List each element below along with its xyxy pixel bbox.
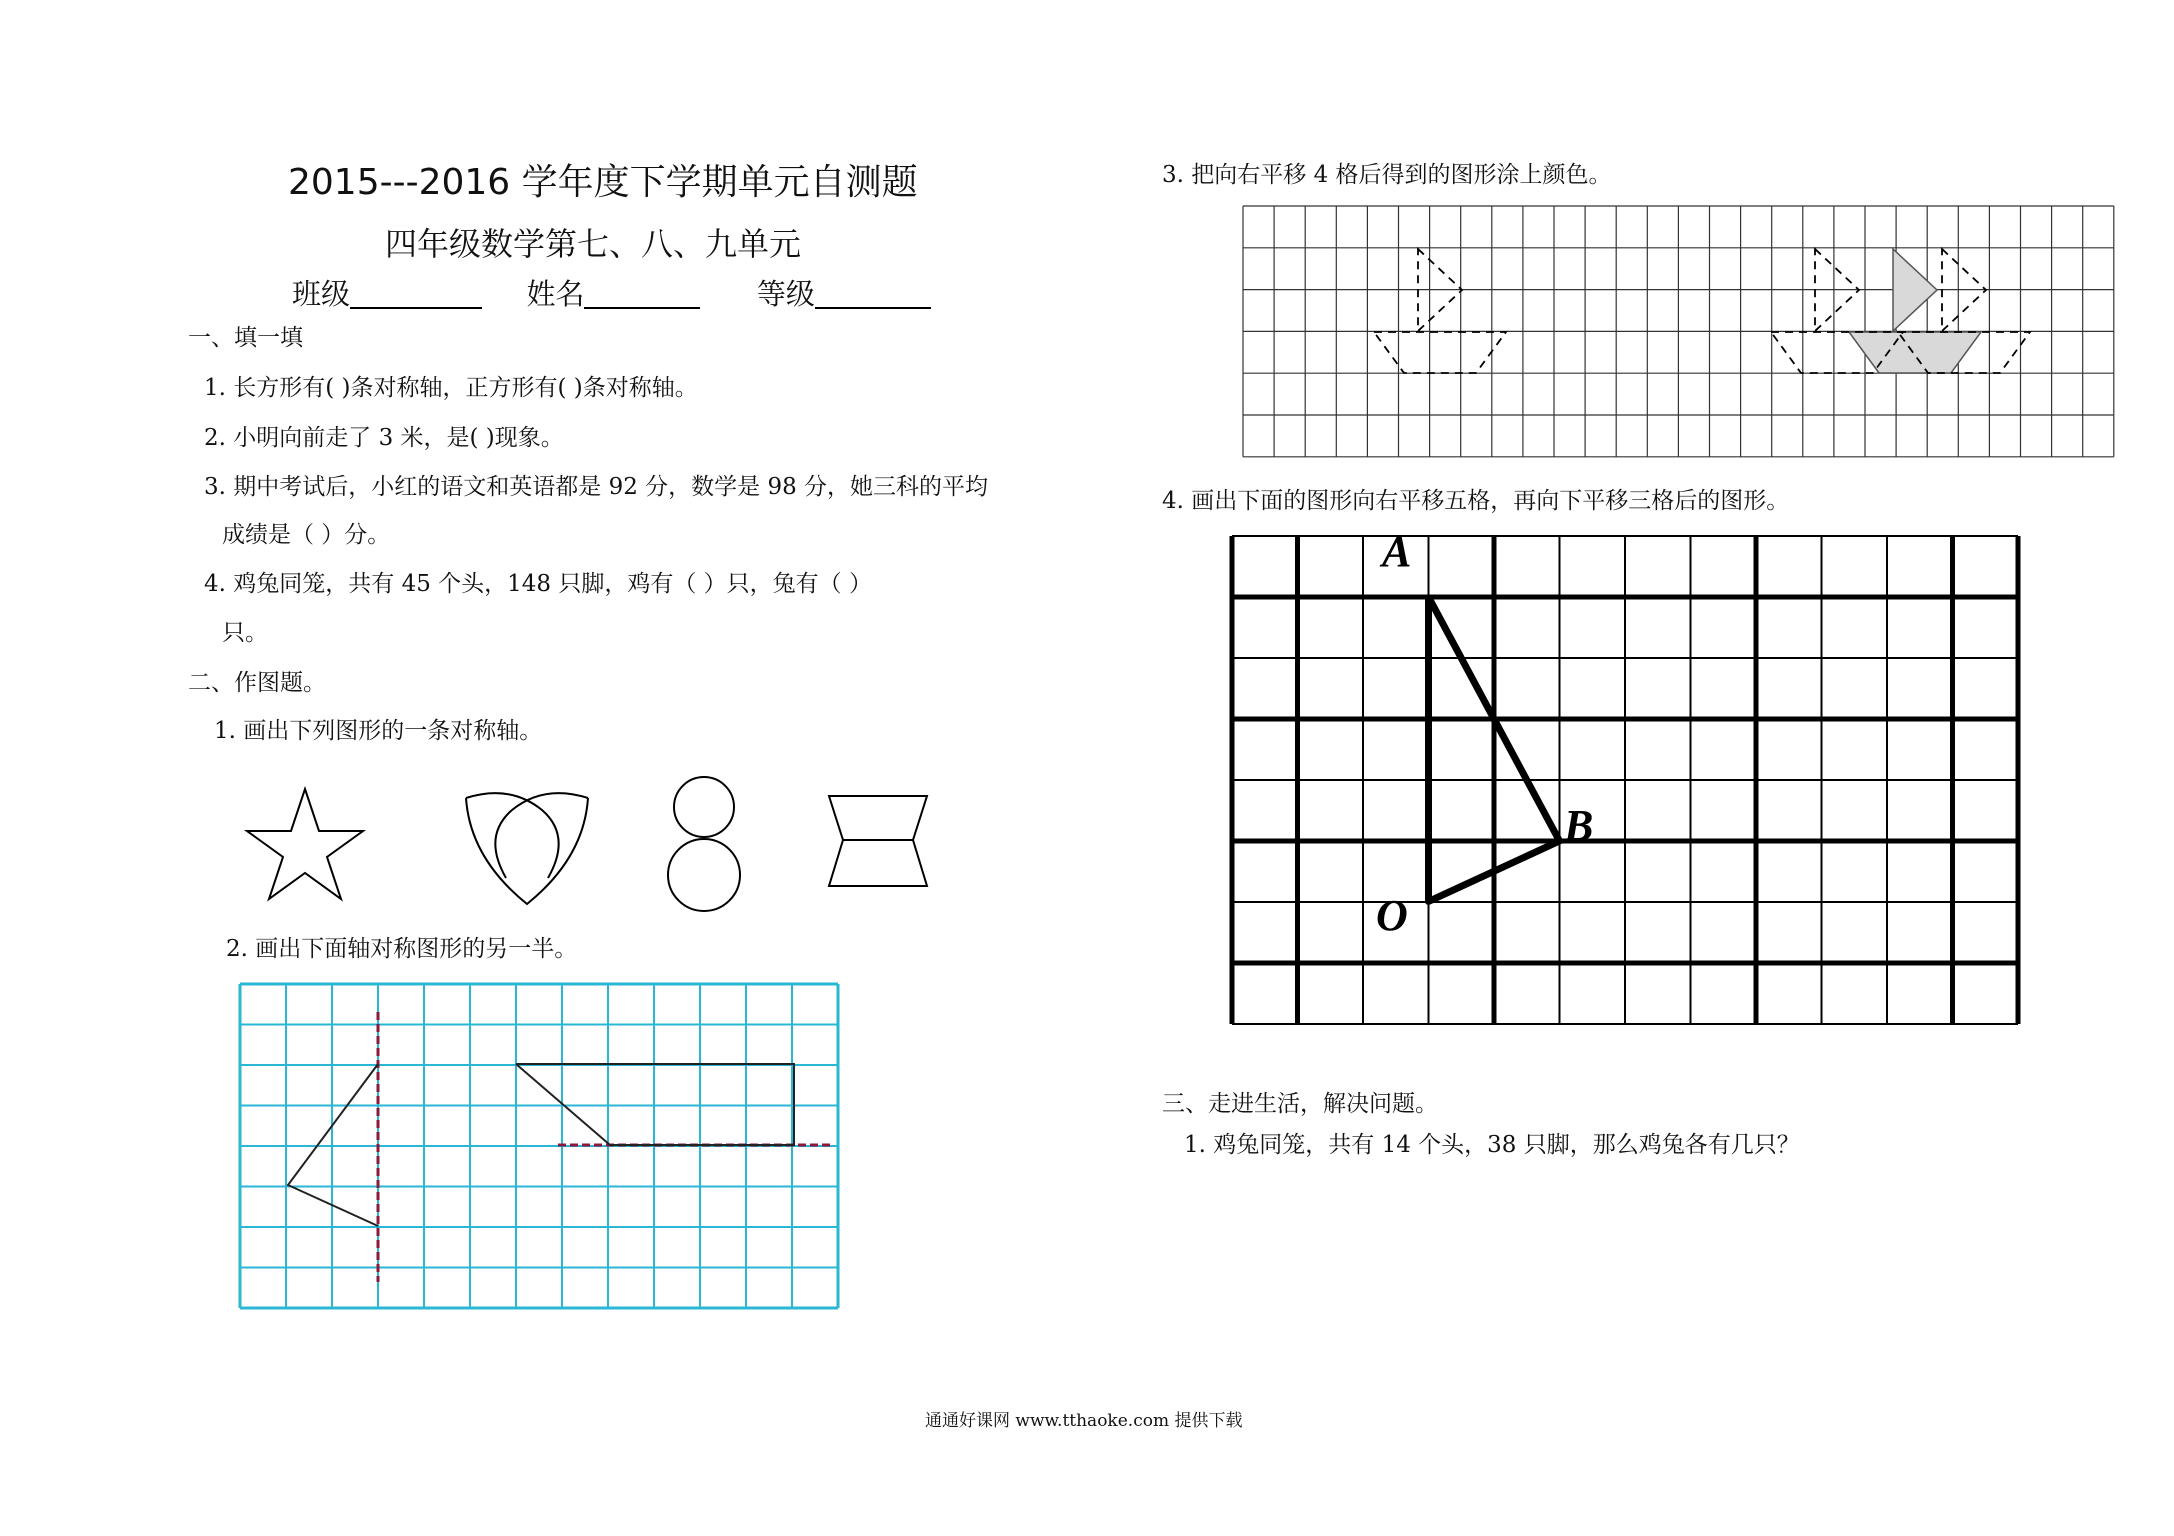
translation-triangle-grid (1228, 527, 2018, 1060)
question-2-4: 4. 画出下面的图形向右平移五格，再向下平移三格后的图形。 (1162, 488, 1790, 514)
section1-heading: 一、填一填 (188, 325, 303, 351)
class-blank[interactable] (350, 281, 482, 309)
star-shape (245, 785, 365, 900)
section3-heading: 三、走进生活，解决问题。 (1162, 1091, 1438, 1117)
question-1-4-line1: 4. 鸡兔同笼，共有 45 个头，148 只脚，鸡有（ ）只，兔有（ ） (204, 571, 872, 597)
name-label: 姓名 (526, 277, 585, 311)
boat-hull-dashed (1374, 332, 1506, 373)
label-b: B (1564, 801, 1594, 850)
symmetry-grid (240, 982, 840, 1309)
question-1-1: 1. 长方形有( )条对称轴，正方形有( )条对称轴。 (204, 375, 698, 401)
question-1-2: 2. 小明向前走了 3 米，是( )现象。 (204, 425, 564, 451)
page-subtitle: 四年级数学第七、八、九单元 (385, 225, 802, 263)
page-title: 2015---2016 学年度下学期单元自测题 (288, 162, 918, 203)
boat-hull-shaded (1849, 332, 1981, 373)
figure-eight-shape (664, 775, 744, 913)
question-1-3-line1: 3. 期中考试后，小红的语文和英语都是 92 分，数学是 98 分，她三科的平均 (204, 474, 989, 500)
label-a: A (1382, 527, 1412, 576)
question-3-1: 1. 鸡兔同笼，共有 14 个头，38 只脚，那么鸡兔各有几只？ (1184, 1132, 1800, 1158)
question-2-1: 1. 画出下列图形的一条对称轴。 (214, 718, 543, 744)
section2-heading: 二、作图题。 (188, 670, 326, 696)
question-2-3: 3. 把向右平移 4 格后得到的图形涂上颜色。 (1162, 162, 1612, 188)
grade-label: 等级 (756, 277, 815, 311)
boat-sail-shaded (1893, 249, 1937, 331)
class-label: 班级 (292, 277, 351, 311)
question-1-4-line2: 只。 (222, 620, 268, 646)
hourglass-shape (825, 792, 931, 890)
question-1-3-line2: 成绩是（ ）分。 (222, 522, 391, 548)
question-2-2: 2. 画出下面轴对称图形的另一半。 (226, 936, 578, 962)
footer-text: 通通好课网 www.tthaoke.com 提供下载 (925, 1411, 1243, 1431)
student-info-row (292, 277, 931, 311)
trefoil-shape (462, 788, 592, 908)
label-o: O (1376, 891, 1408, 940)
grade-blank[interactable] (815, 281, 931, 309)
translation-boat-grid (1243, 206, 2119, 460)
name-blank[interactable] (584, 281, 700, 309)
